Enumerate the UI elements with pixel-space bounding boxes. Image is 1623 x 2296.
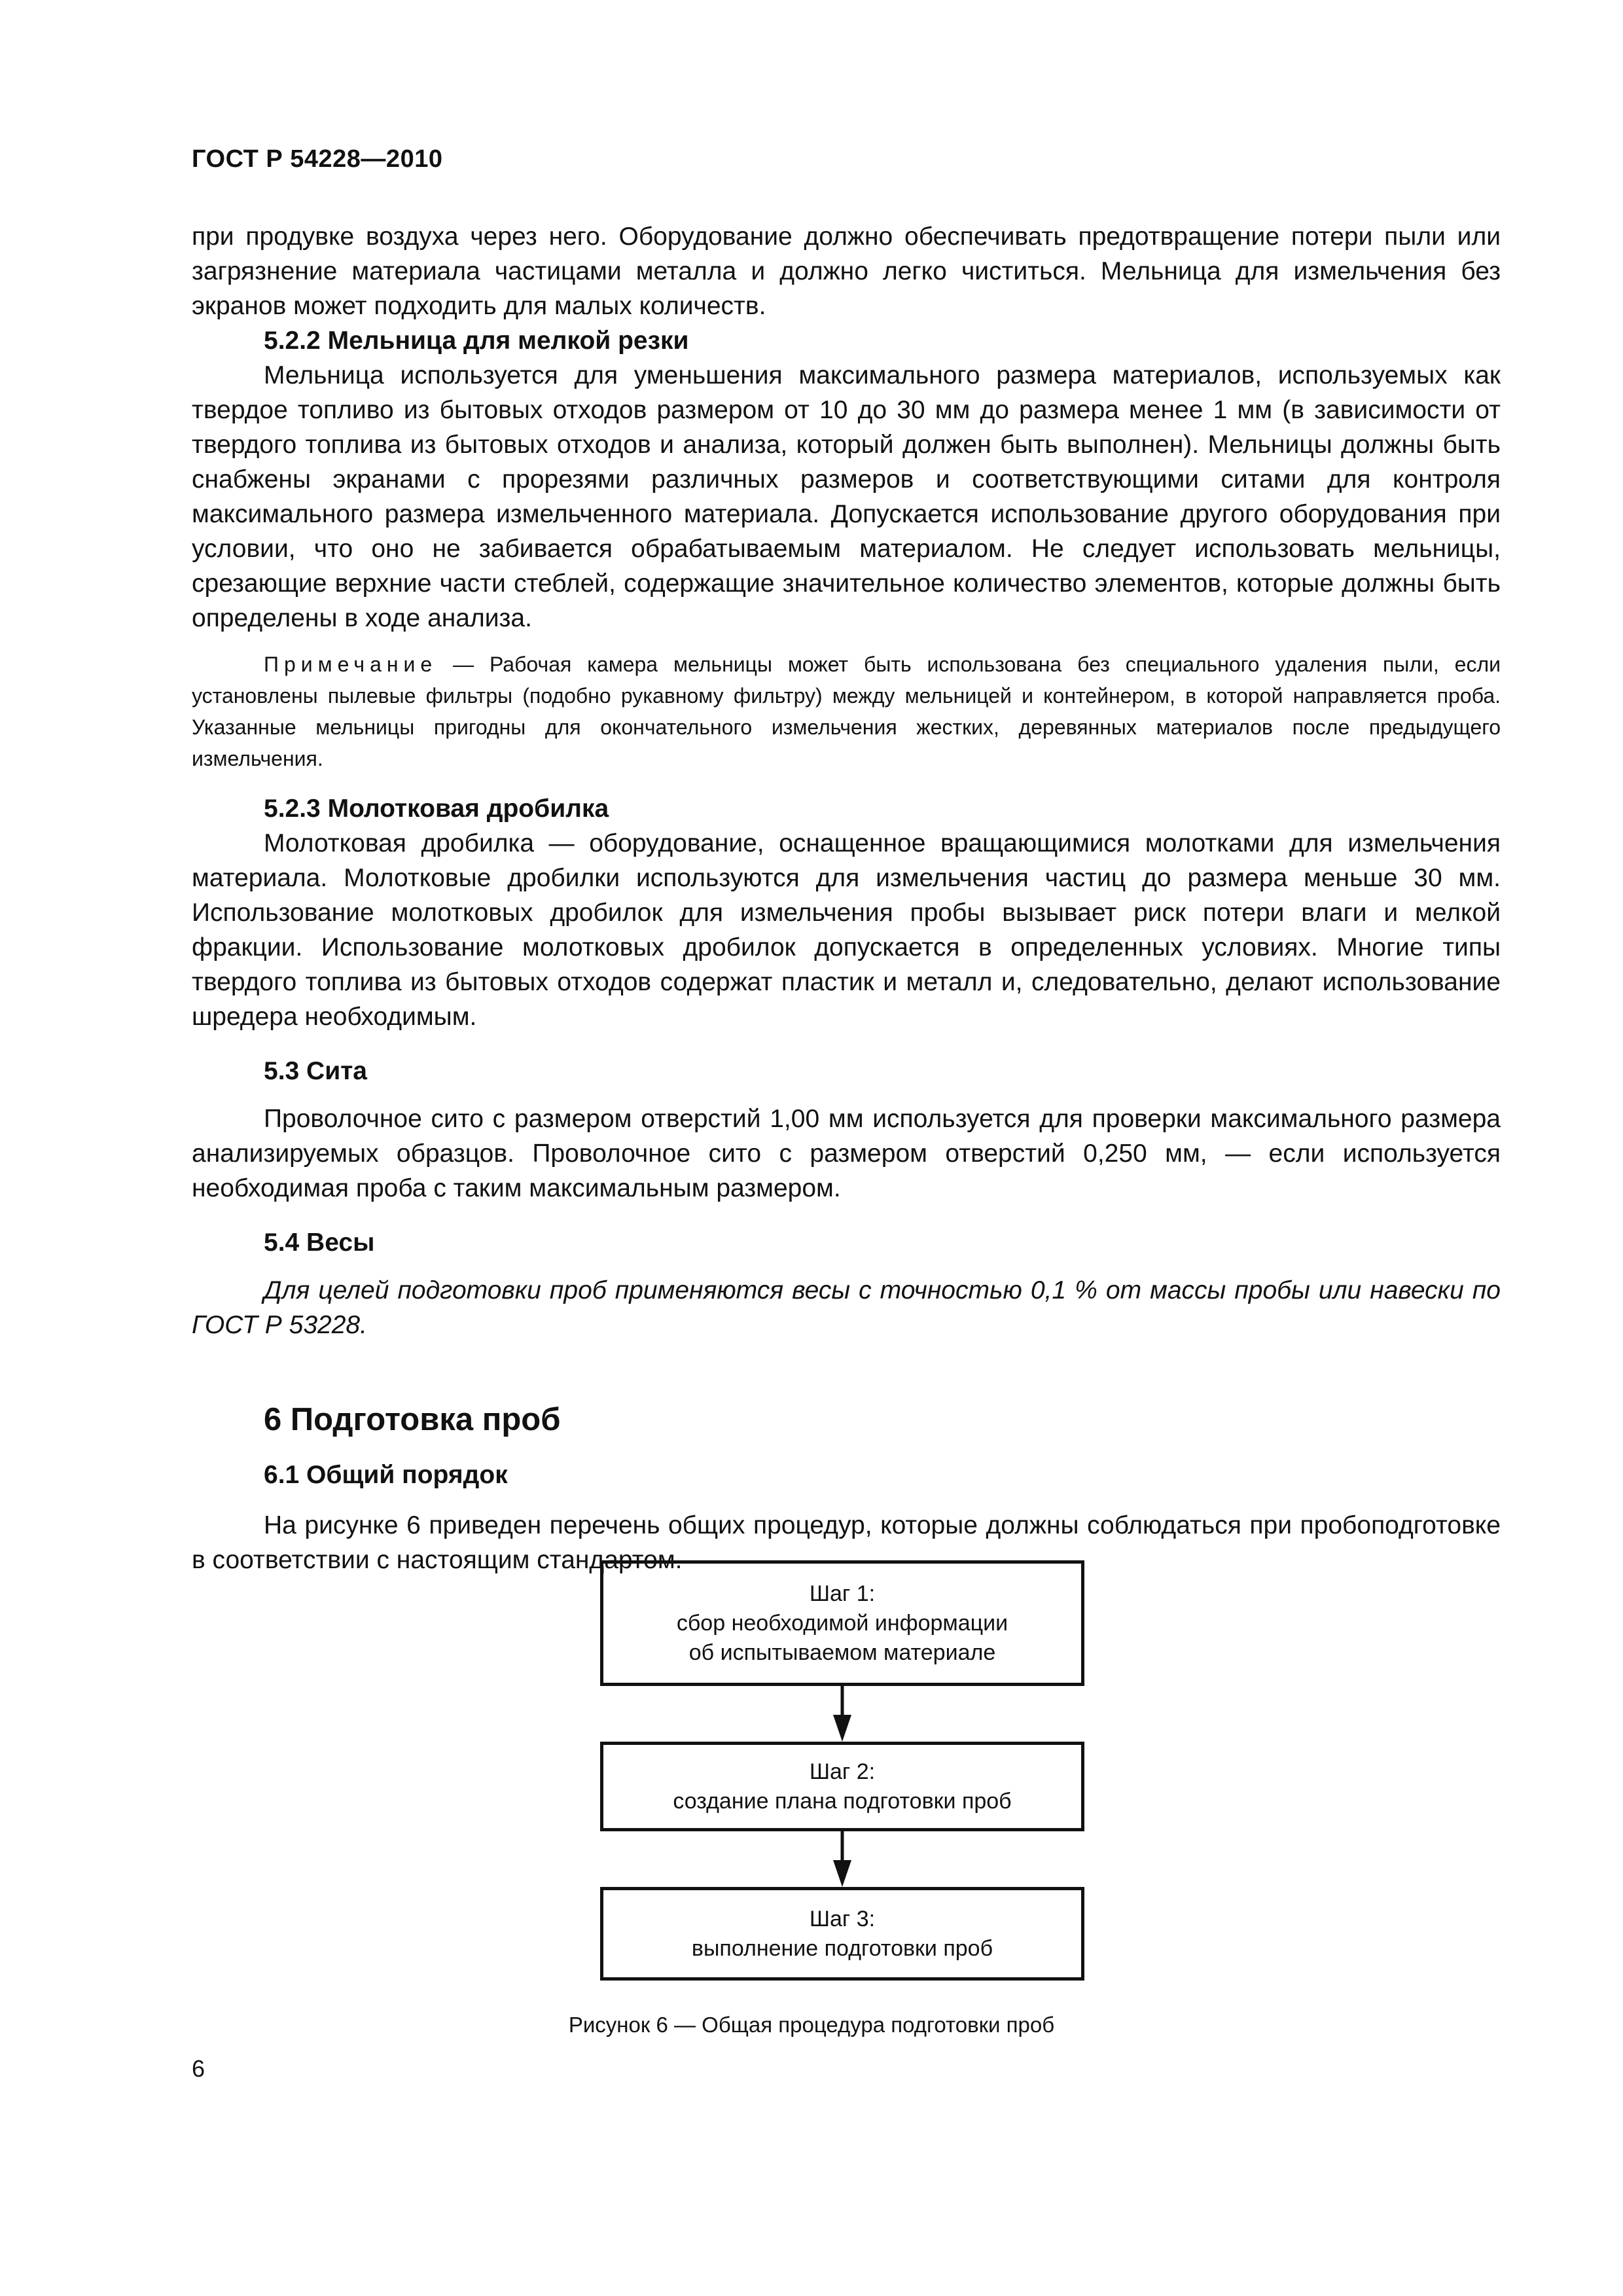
page-number: 6 (192, 2055, 205, 2082)
note-label: Примечание (264, 653, 438, 676)
section-text-5-4: Для целей подготовки проб применяются весы с точностью 0,1 % от массы пробы или навески по ГОСТ Р 53228. (192, 1276, 1501, 1339)
step-2-line-1: создание плана подготовки проб (673, 1788, 1012, 1814)
step-2-title: Шаг 2: (809, 1759, 876, 1784)
section-text-6-1: На рисунке 6 приведен перечень общих процедур, которые должны соблюдаться при пробоподготовке в соответствии с настоящим стандартом. (192, 1511, 1501, 1574)
section-heading-5-2-2: 5.2.2 Мельница для мелкой резки (264, 327, 689, 355)
section-heading-5-2-3: 5.2.3 Молотковая дробилка (264, 795, 609, 823)
section-heading-6-1: 6.1 Общий порядок (264, 1461, 508, 1489)
arrow-step2-to-step3 (833, 1831, 851, 1887)
figure-caption: Рисунок 6 — Общая процедура подготовки проб (568, 2013, 1055, 2037)
section-text-5-3: Проволочное сито с размером отверстий 1,00 мм используется для проверки максимального размера анализируемых образцов. Проволочное сито с размером отверстий 0,250 мм, — если используется необходимая проба с таким максимальным размером. (192, 1105, 1501, 1202)
intro-paragraph: при продувке воздуха через него. Оборудование должно обеспечивать предотвращение потери пыли или загрязнение материала частицами металла и должно легко чиститься. Мельница для измельчения без экранов может подходить для малых количеств. (192, 223, 1501, 320)
step-1-line-2: об испытываемом материале (688, 1640, 996, 1665)
section-heading-5-4: 5.4 Весы (264, 1229, 375, 1257)
step-3-line-1: выполнение подготовки проб (691, 1935, 993, 1961)
document-header: ГОСТ Р 54228—2010 (192, 145, 443, 173)
arrow-step1-to-step2 (833, 1686, 851, 1742)
step-1-title: Шаг 1: (809, 1581, 876, 1606)
section-heading-5-3: 5.3 Сита (264, 1057, 367, 1085)
section-text-5-2-3: Молотковая дробилка — оборудование, оснащенное вращающимися молотками для измельчения материала. Молотковые дробилки используются для измельчения частиц до размера меньше 30 мм. Использование молотковых дробилок для измельчения пробы вызывает риск потери влаги и мелкой фракции. Использование молотковых дробилок допускается в определенных условиях. Многие типы твердого топлива из бытовых отходов содержат пластик и металл и, следовательно, делают использование шредера необходимым. (192, 829, 1501, 1031)
step-1-line-1: сбор необходимой информации (676, 1610, 1008, 1636)
section-text-5-2-2: Мельница используется для уменьшения максимального размера материалов, используемых как твердое топливо из бытовых отходов размером от 10 до 30 мм до размера менее 1 мм (в зависимости от твердого топлива из бытовых отходов и анализа, который должен быть выполнен). Мельницы должны быть снабжены экранами с прорезями различных размеров и соответствующими ситами для контроля максимального размера измельченного материала. Допускается использование другого оборудования при условии, что оно не забивается обрабатываемым материалом. Не следует использовать мельницы, срезающие верхние части стеблей, содержащие значительное количество элементов, которые должны быть определены в ходе анализа. (192, 361, 1501, 632)
step-3-title: Шаг 3: (809, 1906, 876, 1931)
note-text: — Рабочая камера мельницы может быть использована без специального удаления пыли, если установлены пылевые фильтры (подобно рукавному фильтру) между мельницей и контейнером, в которой направляется проба. Указанные мельницы пригодны для окончательного измельчения жестких, деревянных материалов после предыдущего измельчения. (192, 653, 1501, 770)
section-heading-6: 6 Подготовка проб (264, 1402, 561, 1437)
